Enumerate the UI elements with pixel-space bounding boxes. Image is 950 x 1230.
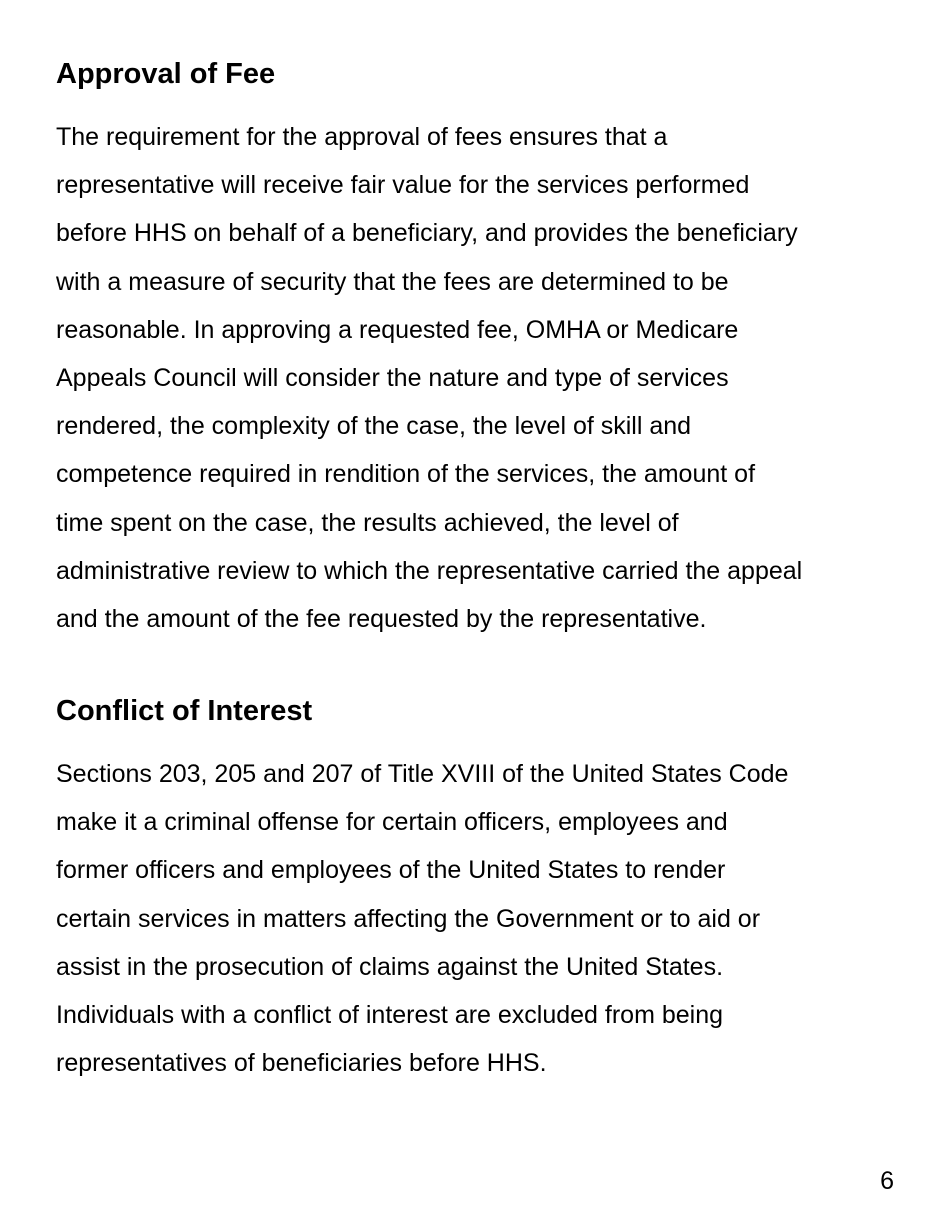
section-heading: Conflict of Interest (56, 695, 313, 727)
paragraph-line: certain services in matters affecting the Government or to aid or (56, 904, 761, 933)
paragraph-line: Individuals with a conflict of interest are excluded from being (56, 1001, 724, 1030)
paragraph-line: representative will receive fair value for the services performed (56, 171, 750, 200)
paragraph-line: before HHS on behalf of a beneficiary, and provides the beneficiary (56, 219, 798, 248)
paragraph-line: representatives of beneficiaries before HHS. (56, 1049, 547, 1078)
paragraph-line: The requirement for the approval of fees ensures that a (56, 123, 668, 151)
paragraph-line: Appeals Council will consider the nature and type of services (56, 364, 729, 393)
section-heading: Approval of Fee (56, 58, 276, 90)
paragraph-line: Sections 203, 205 and 207 of Title XVIII of the United States Code (56, 760, 789, 788)
section-paragraph (56, 750, 906, 1087)
paragraph-line: reasonable. In approving a requested fee, OMHA or Medicare (56, 315, 739, 344)
paragraph-line: assist in the prosecution of claims against the United States. (56, 952, 724, 981)
paragraph-line: administrative review to which the representative carried the appeal (56, 556, 803, 585)
paragraph-line: former officers and employees of the United States to render (56, 856, 726, 885)
paragraph-line: time spent on the case, the results achieved, the level of (56, 508, 679, 537)
paragraph-line: competence required in rendition of the services, the amount of (56, 460, 756, 489)
conflict-of-interest-section (56, 693, 906, 1087)
approval-of-fee-section (56, 56, 906, 643)
paragraph-line: rendered, the complexity of the case, the level of skill and (56, 412, 692, 441)
paragraph-line: and the amount of the fee requested by the representative. (56, 605, 707, 634)
page-number: 6 (880, 1167, 894, 1195)
section-paragraph (56, 113, 906, 643)
paragraph-line: make it a criminal offense for certain officers, employees and (56, 808, 728, 837)
paragraph-line: with a measure of security that the fees are determined to be (56, 267, 729, 296)
